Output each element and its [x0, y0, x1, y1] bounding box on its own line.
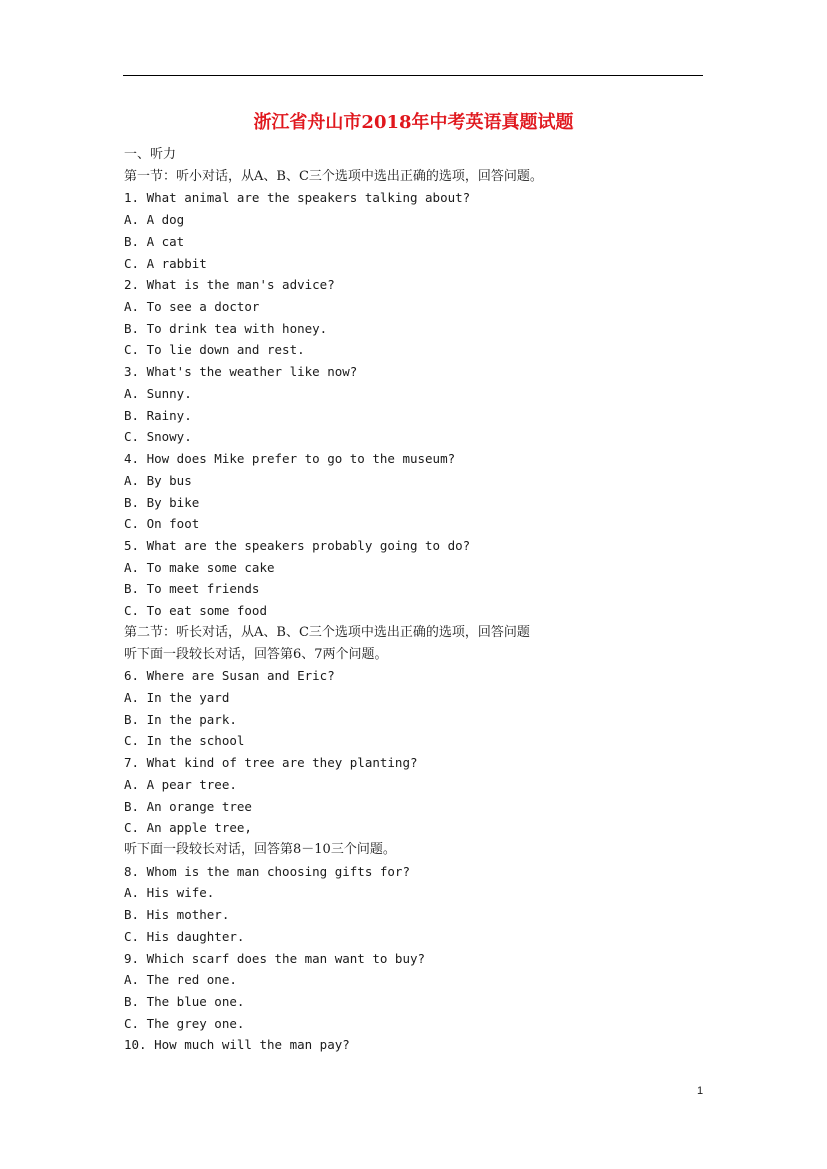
option-line: A. A pear tree.	[124, 776, 237, 792]
option-line: B. The blue one.	[124, 994, 245, 1010]
option-line: C. His daughter.	[124, 928, 245, 944]
option-line: C. On foot	[124, 516, 200, 532]
question-line: 6. Where are Susan and Eric?	[124, 668, 335, 684]
option-line: A. A dog	[124, 212, 185, 228]
question-line: 2. What is the man's advice?	[124, 277, 335, 293]
option-line: B. His mother.	[124, 907, 230, 923]
option-line: A. His wife.	[124, 885, 215, 901]
option-line: B. In the park.	[124, 711, 237, 727]
question-line: 7. What kind of tree are they planting?	[124, 755, 418, 771]
option-line: B. To drink tea with honey.	[124, 320, 328, 336]
option-line: A. Sunny.	[124, 385, 192, 401]
option-line: B. Rainy.	[124, 407, 192, 423]
option-line: C. In the school	[124, 733, 245, 749]
option-line: C. The grey one.	[124, 1015, 245, 1031]
option-line: B. A cat	[124, 233, 185, 249]
question-line: 3. What's the weather like now?	[124, 364, 358, 380]
question-line: 9. Which scarf does the man want to buy?	[124, 950, 426, 966]
section-heading: 听下面一段较长对话，回答第6、7两个问题。	[124, 646, 388, 662]
option-line: C. A rabbit	[124, 255, 207, 271]
section-heading: 第一节：听小对话，从A、B、C三个选项中选出正确的选项，回答问题。	[124, 168, 543, 184]
option-line: A. To see a doctor	[124, 299, 260, 315]
option-line: C. To lie down and rest.	[124, 342, 305, 358]
option-line: A. In the yard	[124, 689, 230, 705]
question-line: 10. How much will the man pay?	[124, 1037, 350, 1053]
question-line: 5. What are the speakers probably going to do?	[124, 537, 471, 553]
option-line: A. To make some cake	[124, 559, 275, 575]
question-line: 4. How does Mike prefer to go to the museum?	[124, 451, 456, 467]
question-line: 1. What animal are the speakers talking about?	[124, 190, 471, 206]
option-line: C. To eat some food	[124, 603, 267, 619]
section-heading: 听下面一段较长对话，回答第8－10三个问题。	[124, 842, 396, 857]
option-line: B. By bike	[124, 494, 200, 510]
option-line: B. An orange tree	[124, 798, 252, 814]
document-body	[124, 144, 714, 1056]
option-line: C. An apple tree,	[124, 820, 252, 836]
document-title: 浙江省舟山市2018年中考英语真题试题	[253, 112, 574, 133]
section-heading: 第二节：听长对话，从A、B、C三个选项中选出正确的选项，回答问题	[124, 624, 530, 640]
page-number: 1	[696, 1085, 704, 1097]
option-line: A. The red one.	[124, 972, 237, 988]
question-line: 8. Whom is the man choosing gifts for?	[124, 863, 410, 879]
header-rule	[123, 75, 703, 76]
section-heading: 一、听力	[124, 147, 177, 162]
option-line: C. Snowy.	[124, 429, 192, 445]
option-line: A. By bus	[124, 472, 192, 488]
option-line: B. To meet friends	[124, 581, 260, 597]
